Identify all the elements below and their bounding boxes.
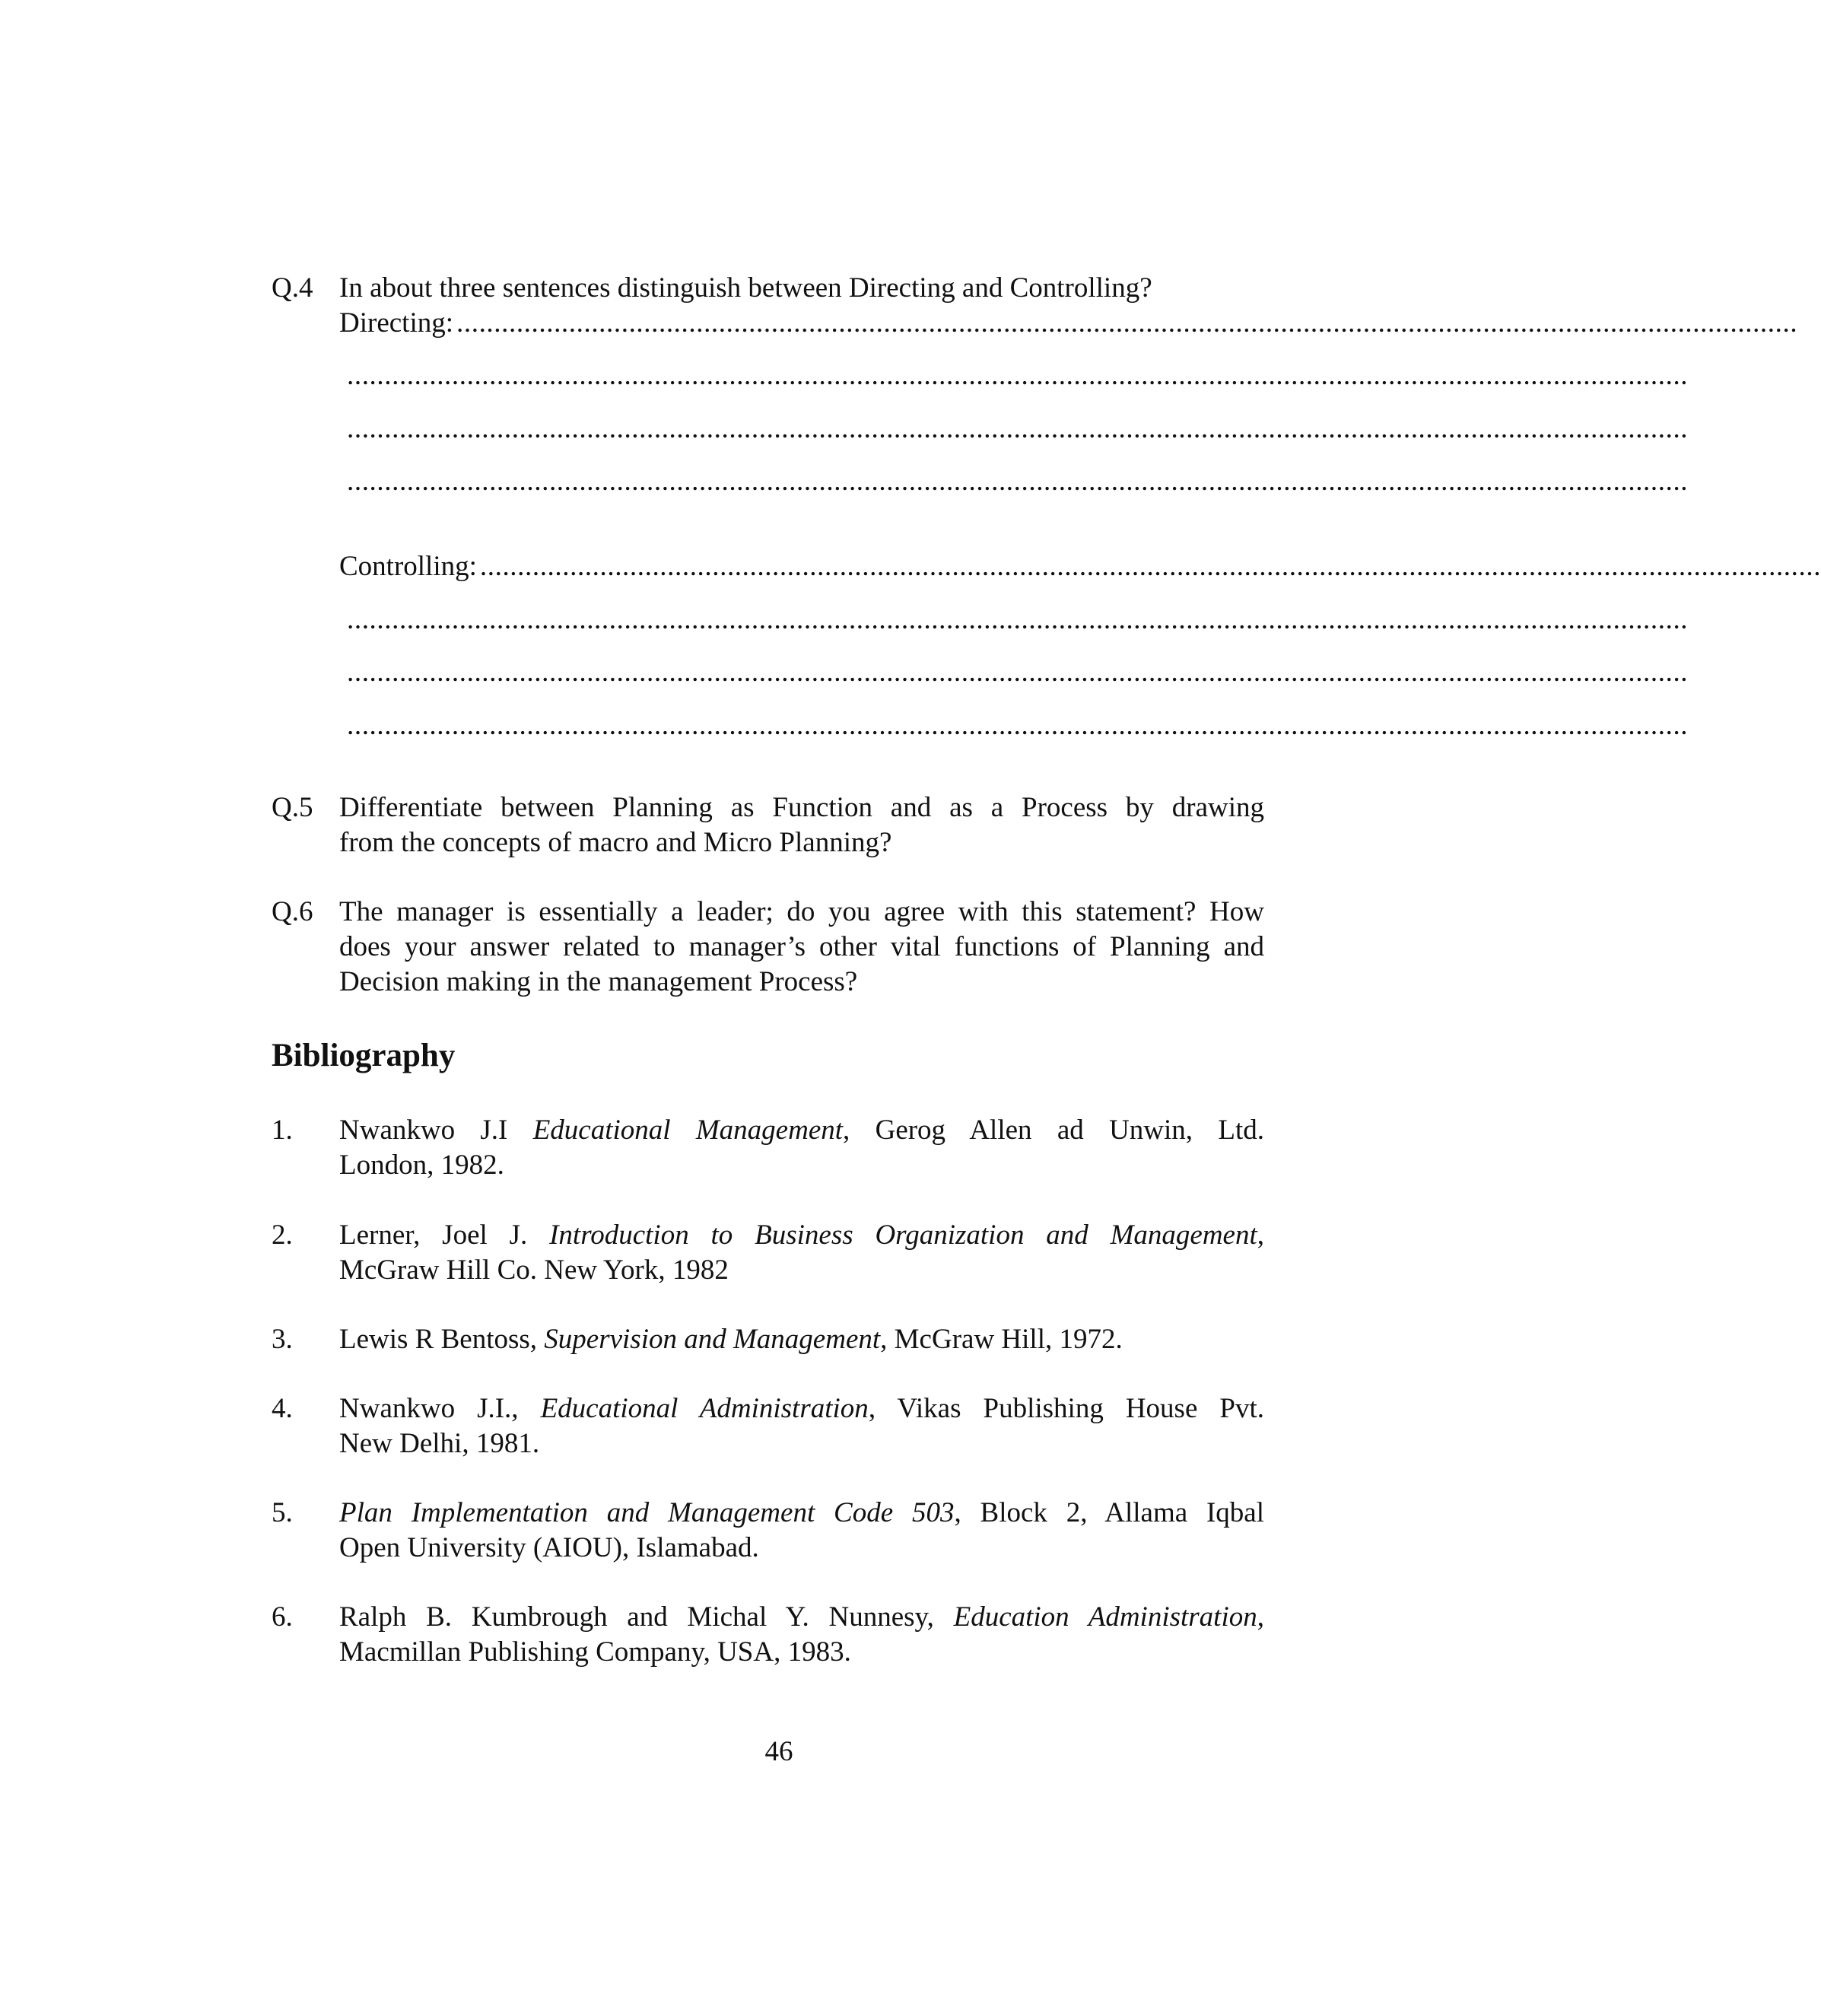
bibliography-item-title: Education Administration xyxy=(953,1601,1257,1633)
page-number: 46 xyxy=(764,1736,793,1767)
bibliography-item-title: Educational Management xyxy=(532,1115,844,1146)
bibliography-item-title: Educational Administration xyxy=(540,1393,869,1424)
question-text-line: from the concepts of macro and Micro Planning? xyxy=(339,827,892,858)
bibliography-item-number: 5. xyxy=(272,1497,293,1528)
question-number: Q.5 xyxy=(272,792,313,823)
bibliography-item-line: Open University (AIOU), Islamabad. xyxy=(339,1532,759,1563)
bibliography-item-number: 6. xyxy=(272,1601,293,1633)
answer-line: ................................................................................................................................................................................... xyxy=(347,360,1689,391)
bibliography-item-title: Plan Implementation and Management Code 503 xyxy=(339,1497,955,1528)
question-4 xyxy=(272,271,1264,306)
bibliography-item-line: McGraw Hill Co. New York, 1982 xyxy=(339,1254,729,1286)
bibliography-item-line: Nwankwo J.I., Educational Administration, Vikas Publishing House Pvt. xyxy=(339,1393,1264,1424)
bibliography-item xyxy=(272,1496,1264,1566)
bibliography-item-line: Lewis R Bentoss, Supervision and Management, McGraw Hill, 1972. xyxy=(339,1324,1123,1355)
question-number: Q.4 xyxy=(272,272,313,304)
bibliography-heading: Bibliography xyxy=(272,1038,456,1073)
bibliography-item xyxy=(272,1218,1264,1288)
bibliography-item-title: Supervision and Management xyxy=(544,1324,881,1355)
bibliography-item-number: 2. xyxy=(272,1219,293,1251)
bibliography-item xyxy=(272,1391,1264,1461)
bibliography-item xyxy=(272,1600,1264,1670)
bibliography-item-number: 1. xyxy=(272,1115,293,1146)
bibliography-item-number: 4. xyxy=(272,1393,293,1424)
bibliography-item-line: Lerner, Joel J. Introduction to Business Organization and Management, xyxy=(339,1219,1265,1251)
question-text-line: Decision making in the management Process? xyxy=(339,966,858,997)
bibliography-item-line: London, 1982. xyxy=(339,1150,504,1181)
question-text-line: The manager is essentially a leader; do you agree with this statement? How xyxy=(339,896,1264,927)
answer-line: ................................................................................................................................................................................... xyxy=(347,413,1689,444)
answer-line: ................................................................................................................................................................................... xyxy=(347,466,1689,497)
question-6 xyxy=(272,895,1264,1000)
bibliography-item xyxy=(272,1113,1264,1183)
answer-line: ................................................................................................................................................................................... xyxy=(347,710,1689,741)
bibliography-item-line: Ralph B. Kumbrough and Michal Y. Nunnesy, Education Administration, xyxy=(339,1601,1264,1633)
question-5 xyxy=(272,790,1264,860)
bibliography-item-line: Nwankwo J.I Educational Management, Gerog Allen ad Unwin, Ltd. xyxy=(339,1115,1264,1146)
controlling-answer-line: Controlling: ................................................................................................................................................................................... xyxy=(339,549,1264,584)
question-number: Q.6 xyxy=(272,896,313,927)
bibliography-item-title: Introduction to Business Organization and Management xyxy=(549,1219,1257,1251)
answer-line: ................................................................................................................................................................................... xyxy=(347,657,1689,688)
bibliography-item-line: Macmillan Publishing Company, USA, 1983. xyxy=(339,1636,851,1668)
question-text-line: does your answer related to manager’s other vital functions of Planning and xyxy=(339,931,1264,962)
bibliography-item-line: Plan Implementation and Management Code 503, Block 2, Allama Iqbal xyxy=(339,1497,1264,1528)
bibliography-item-line: New Delhi, 1981. xyxy=(339,1428,540,1459)
question-text-line: Differentiate between Planning as Function and as a Process by drawing xyxy=(339,792,1264,823)
directing-answer-line: Directing: ................................................................................................................................................................................... xyxy=(339,306,1264,341)
directing-label: Directing: xyxy=(339,307,454,339)
controlling-label: Controlling: xyxy=(339,551,477,582)
question-text: In about three sentences distinguish between Directing and Controlling? xyxy=(339,272,1152,304)
bibliography-item xyxy=(272,1322,1264,1357)
answer-line: ................................................................................................................................................................................... xyxy=(347,604,1689,635)
bibliography-item-number: 3. xyxy=(272,1324,293,1355)
